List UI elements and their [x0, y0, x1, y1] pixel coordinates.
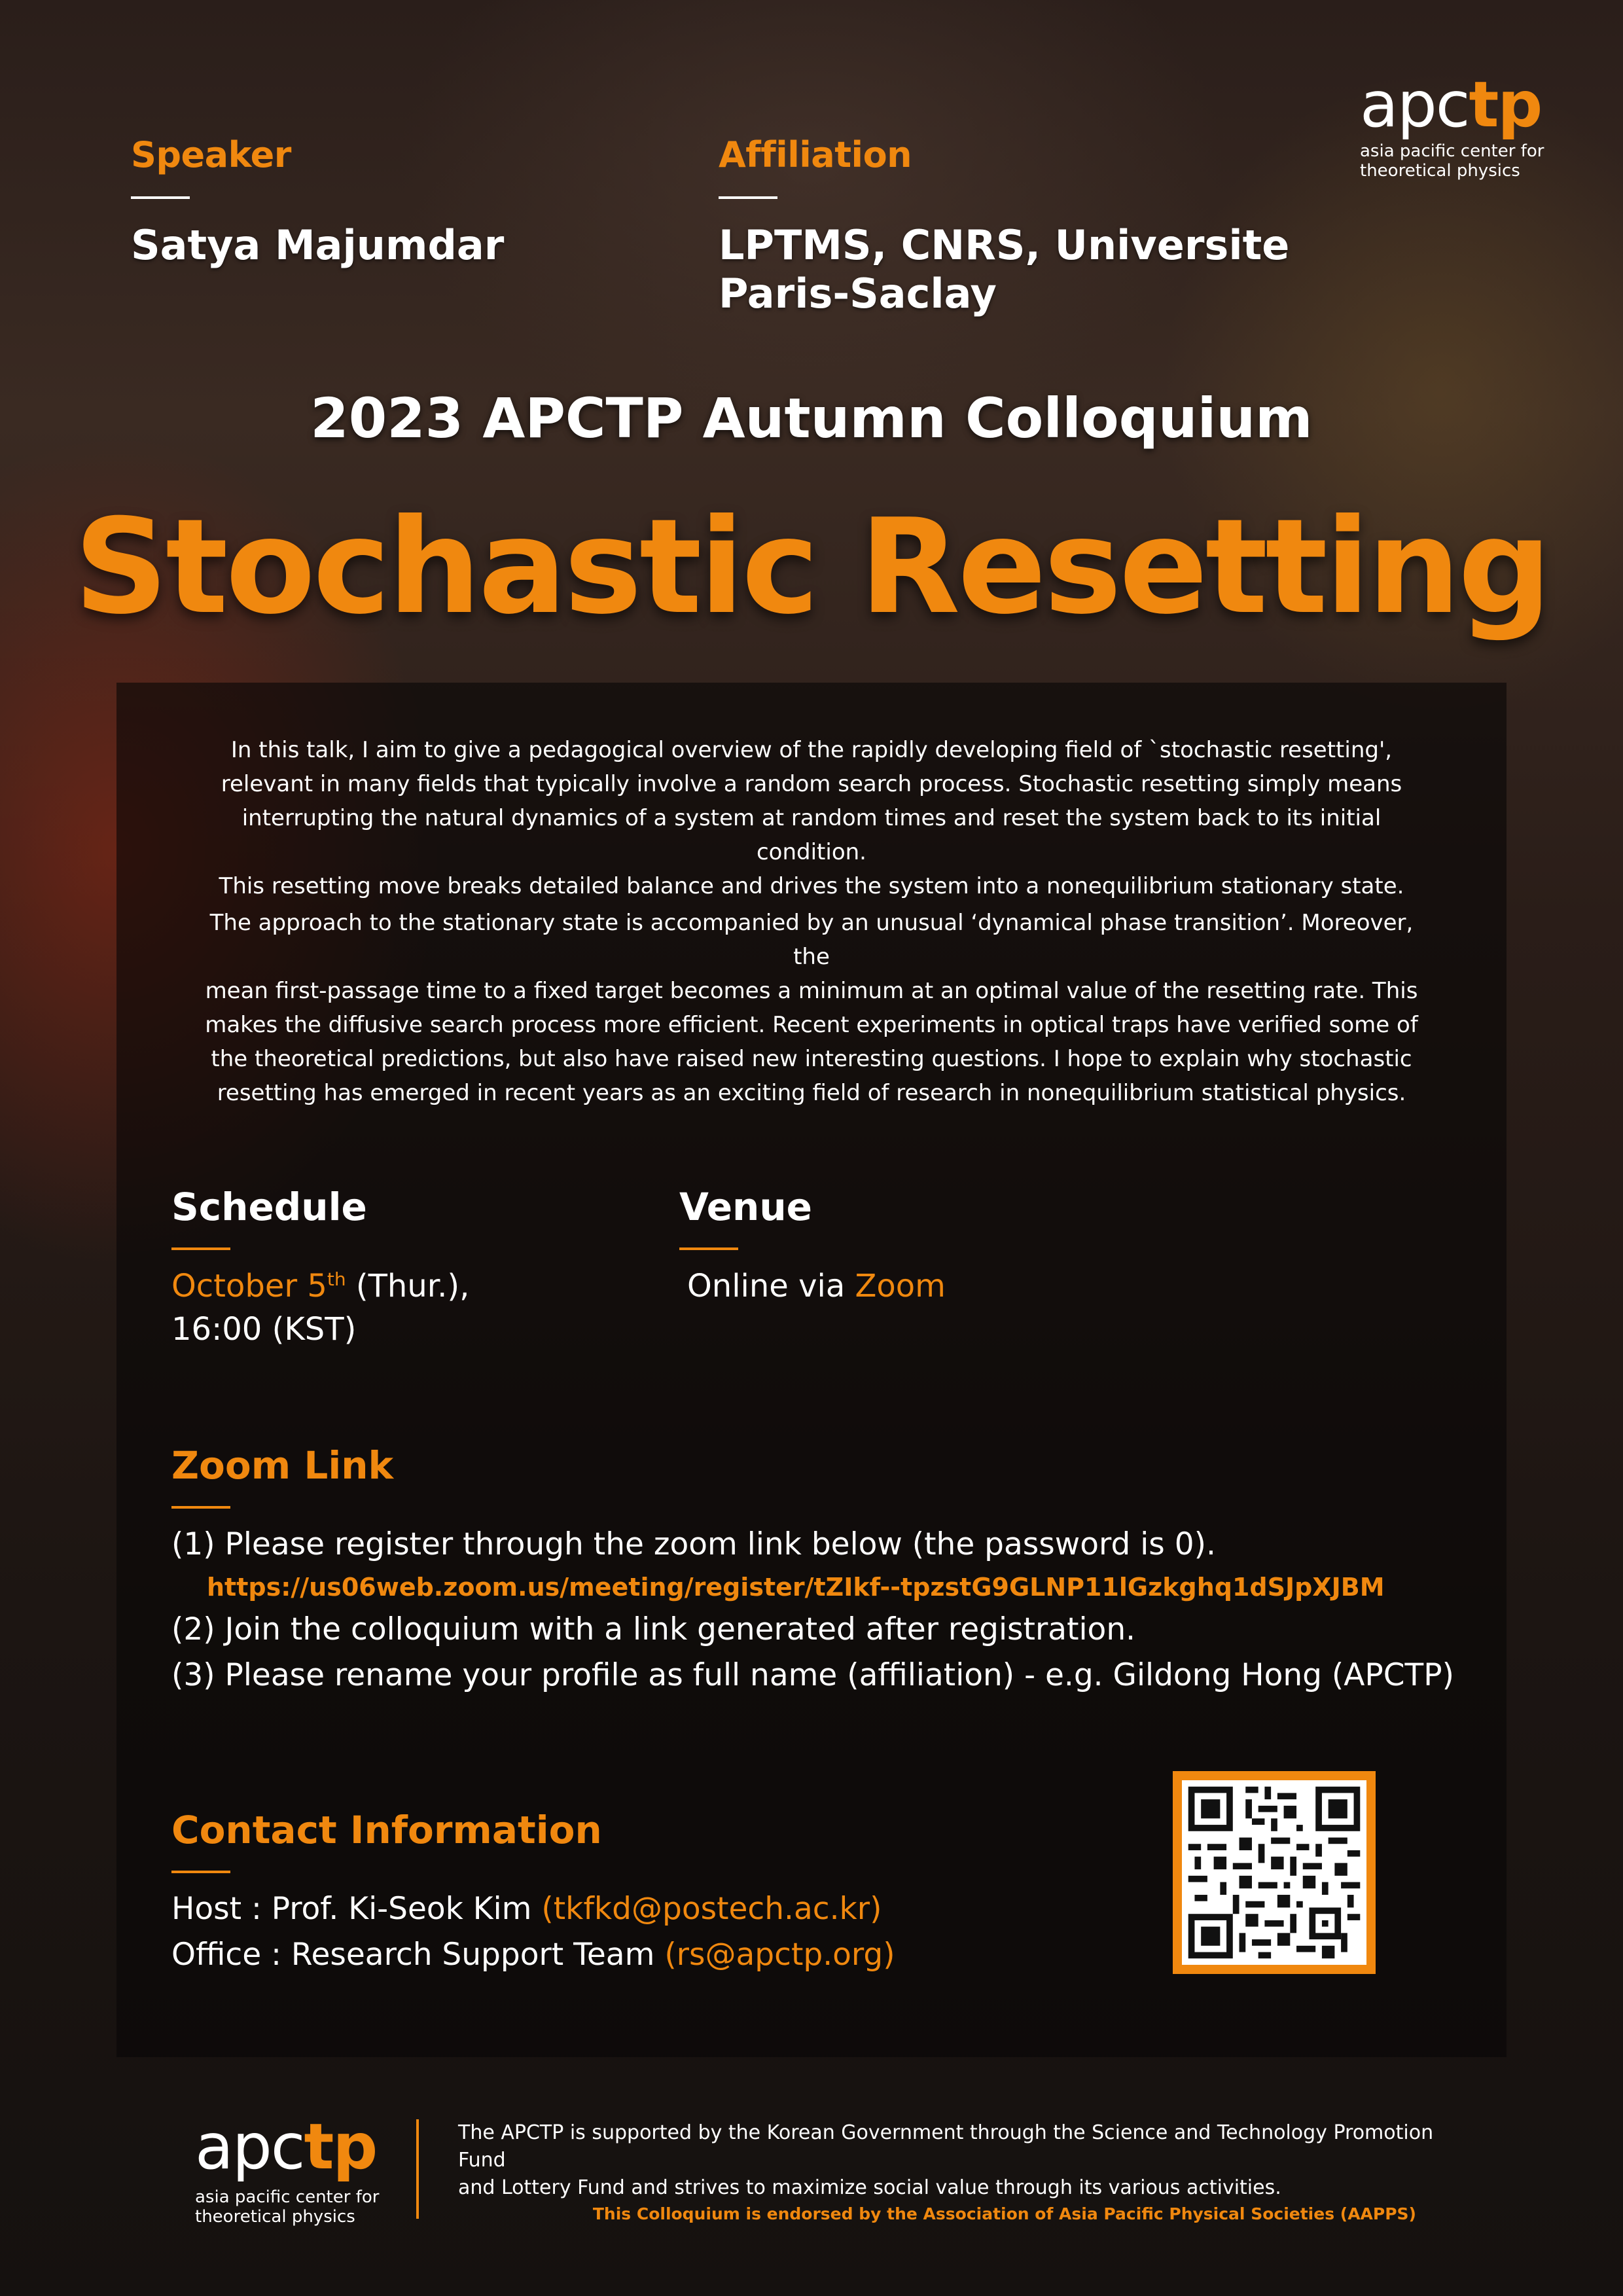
schedule-time: 16:00 (KST) — [171, 1311, 357, 1348]
contact-office — [171, 1932, 895, 1978]
affiliation-block — [719, 134, 1289, 318]
schedule-divider — [171, 1247, 230, 1250]
contact-divider — [171, 1871, 230, 1873]
logo-subtitle-line1: asia pacific center for — [1360, 141, 1544, 161]
contact-host-label: Host : Prof. Ki-Seok Kim — [171, 1891, 542, 1927]
abstract-line: makes the diffusive search process more efficient. Recent experiments in optical traps have verified some of — [205, 1012, 1418, 1038]
schedule-label: Schedule — [171, 1185, 367, 1229]
logo-word-white: apc — [1360, 68, 1469, 141]
abstract-line: resetting has emerged in recent years as an exciting field of research in nonequilibrium statistical physics. — [217, 1080, 1406, 1106]
footer-logo — [195, 2110, 380, 2227]
footer-logo-subtitle — [195, 2187, 379, 2227]
abstract-line: The approach to the stationary state is accompanied by an unusual ‘dynamical phase transition’. Moreover, the — [209, 910, 1414, 970]
affiliation-line2: Paris-Saclay — [719, 270, 997, 317]
footer-logo-wordmark — [195, 2110, 379, 2183]
abstract-line: mean first-passage time to a fixed target becomes a minimum at an optimal value of the resetting rate. This — [205, 978, 1418, 1004]
abstract-line: In this talk, I aim to give a pedagogical overview of the rapidly developing field of `stochastic resetting', — [230, 737, 1393, 763]
contact-host — [171, 1886, 895, 1932]
footer-logo-subtitle-line2: theoretical physics — [195, 2207, 355, 2227]
schedule-date: October 5 — [171, 1268, 327, 1304]
footer-logo-subtitle-line1: asia pacific center for — [195, 2187, 380, 2207]
affiliation-divider — [719, 196, 777, 199]
zoom-register-link[interactable]: https://us06web.zoom.us/meeting/register/tZIkf--tpzstG9GLNP11lGzkghq1dSJpXJBM — [207, 1573, 1385, 1602]
logo-subtitle-line2: theoretical physics — [1360, 161, 1520, 181]
logo-wordmark — [1360, 68, 1544, 141]
zoom-divider — [171, 1506, 230, 1509]
abstract-paragraph-1 — [190, 733, 1433, 903]
zoom-step-2: (2) Join the colloquium with a link generated after registration. — [171, 1611, 1136, 1647]
footer-line-2: and Lottery Fund and strives to maximize social value through its various activities. — [458, 2176, 1281, 2199]
footer-line-1: The APCTP is supported by the Korean Government through the Science and Technology Promotion Fund — [458, 2121, 1434, 2172]
affiliation-value — [719, 221, 1289, 318]
speaker-label: Speaker — [131, 134, 291, 175]
abstract-line: interrupting the natural dynamics of a system at random times and reset the system back to its initial condition. — [241, 805, 1382, 865]
header-logo — [1360, 68, 1544, 181]
schedule-day: (Thur.), — [346, 1268, 470, 1304]
qr-code[interactable] — [1173, 1771, 1376, 1974]
footer-support-text — [458, 2119, 1453, 2202]
endorsement-note: This Colloquium is endorsed by the Association of Asia Pacific Physical Societies (AAPPS) — [592, 2204, 1416, 2223]
speaker-divider — [131, 196, 190, 199]
contact-office-email[interactable]: (rs@apctp.org) — [664, 1937, 895, 1973]
speaker-block — [131, 134, 504, 270]
venue-label: Venue — [679, 1185, 812, 1229]
talk-title: Stochastic Resetting — [74, 491, 1549, 643]
zoom-step-1: (1) Please register through the zoom link below (the password is 0). — [171, 1526, 1216, 1562]
schedule-block — [171, 1185, 469, 1351]
schedule-date-suffix: th — [327, 1268, 346, 1290]
venue-block — [679, 1185, 946, 1308]
contact-host-email[interactable]: (tkfkd@postech.ac.kr) — [541, 1891, 882, 1927]
affiliation-label: Affiliation — [719, 134, 912, 175]
footer-logo-word-white: apc — [195, 2110, 304, 2183]
zoom-label: Zoom Link — [171, 1443, 394, 1488]
abstract-line: relevant in many fields that typically involve a random search process. Stochastic resetting simply means — [221, 771, 1402, 797]
abstract-paragraph-2 — [190, 906, 1433, 1110]
schedule-value — [171, 1265, 469, 1351]
footer-divider — [416, 2119, 419, 2219]
footer-logo-word-orange: tp — [304, 2110, 377, 2183]
contact-office-label: Office : Research Support Team — [171, 1937, 665, 1973]
abstract-line: the theoretical predictions, but also have raised new interesting questions. I hope to explain why stochastic — [211, 1046, 1412, 1072]
abstract-line: This resetting move breaks detailed balance and drives the system into a nonequilibrium stationary state. — [219, 873, 1404, 899]
venue-divider — [679, 1247, 738, 1250]
zoom-section — [171, 1443, 1454, 1698]
logo-subtitle — [1360, 141, 1544, 181]
qr-code-icon — [1182, 1780, 1366, 1965]
venue-platform: Zoom — [855, 1268, 946, 1304]
contact-section — [171, 1808, 895, 1978]
venue-value — [679, 1265, 946, 1308]
contact-label: Contact Information — [171, 1808, 602, 1852]
zoom-step-3: (3) Please rename your profile as full name (affiliation) - e.g. Gildong Hong (APCTP) — [171, 1657, 1454, 1693]
schedule-date-line — [171, 1265, 469, 1308]
logo-word-orange: tp — [1469, 68, 1542, 141]
colloquium-series-title: 2023 APCTP Autumn Colloquium — [310, 386, 1313, 450]
qr-code-matrix — [1182, 1780, 1366, 1965]
venue-prefix: Online via — [687, 1268, 855, 1304]
affiliation-line1: LPTMS, CNRS, Universite — [719, 221, 1290, 269]
speaker-name: Satya Majumdar — [131, 221, 505, 269]
